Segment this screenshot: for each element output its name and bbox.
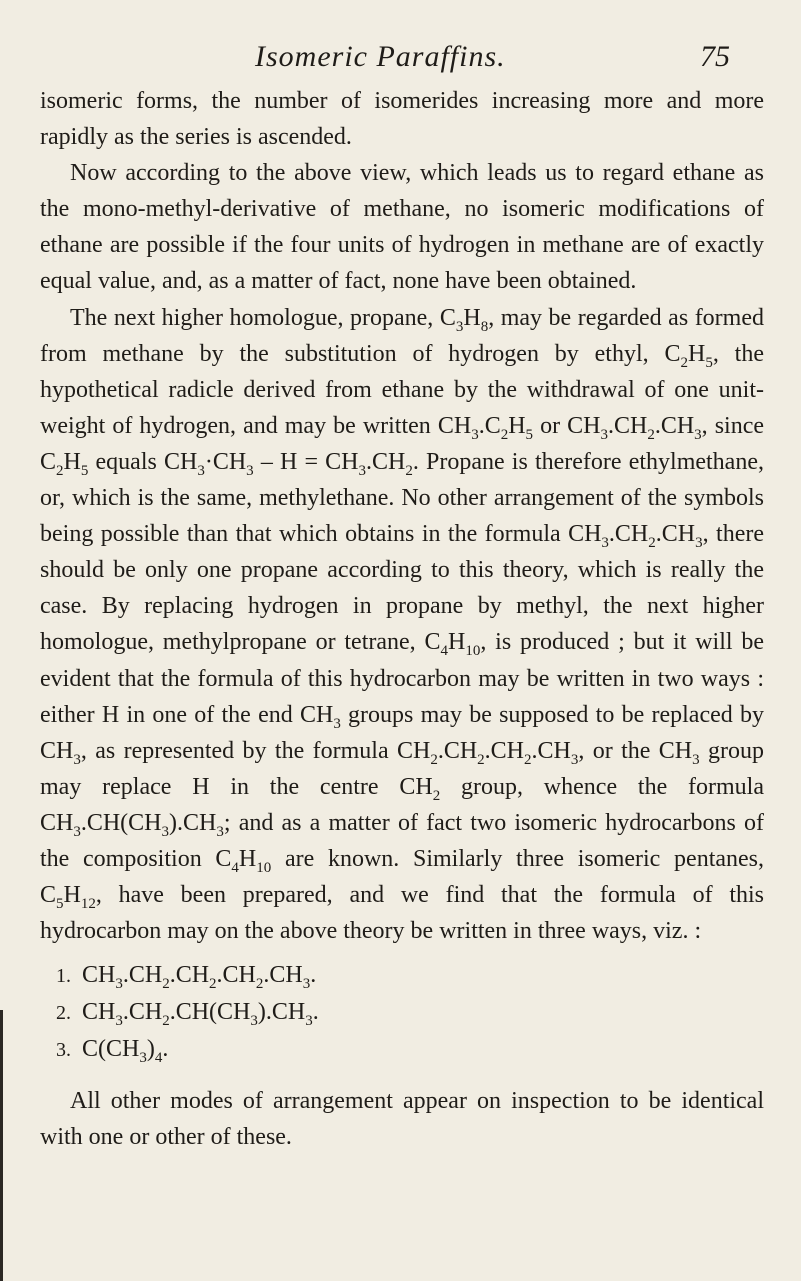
formula-butane-normal: $CH_2.CH_2.CH_2.CH_3$ [396, 737, 579, 768]
list-number: 3. [56, 1039, 71, 1062]
pentane-formula: $C(CH_3)_4$. [82, 1036, 169, 1067]
list-number: 1. [56, 965, 71, 988]
formula-pentane: $C_5H_{12}$ [40, 882, 96, 912]
formula-propane-written-a: $CH_3.C_2H_5$ [437, 412, 534, 443]
formula-ethyl: $C_2H_5$ [664, 340, 713, 371]
list-item [40, 1031, 764, 1068]
list-number: 2. [56, 1002, 71, 1025]
formula-tetrane: $C_4H_{10}$ [424, 629, 481, 660]
paragraph-propane-tetrane: The next higher homologue, propane, $C_3H_8$, may be regarded as formed from methane by the substitution of hydrogen by ethyl, $C_2H_5$, the hypothetical radicle derived from ethane by the withdrawal of one unit-weight of hydrogen, and may be written $CH_3.C_2H_5$ or $CH_3.CH_2.CH_3$, since $C_2H_5$ equals $CH_3\cdot CH_3 - H = CH_3.CH_2$. Propane is therefore ethylmethane, or, which is the same, methylethane. No other arrangement of the symbols being possible than that which obtains in the formula $CH_3.CH_2.CH_3$, there should be only one propane according to this theory, which is really the case. By replacing hydrogen in propane by methyl, the next higher homologue, methylpropane or tetrane, $C_4H_{10}$, is produced ; but it will be evident that the formula of this hydrocarbon may be written in two ways : either H in one of the end $CH_3$ groups may be supposed to be replaced by $CH_3$, as represented by the formula $CH_2.CH_2.CH_2.CH_3$, or the $CH_3$ group may replace H in the centre $CH_2$ group, whence the formula $CH_3.CH(CH_3).CH_3$; and as a matter of fact two isomeric hydrocarbons of the composition $C_4H_{10}$ are known. Similarly three isomeric pentanes, $C_5H_{12}$, have been prepared, and we find that the formula of this hydrocarbon may on the above theory be written in three ways, viz. : [40, 304, 765, 945]
paragraph-ethane: Now according to the above view, which leads us to regard ethane as the mono-methyl-derivative of methane, no isomeric modifications of ethane are possible if the four units of hydrogen in methane are of exactly equal value, and, as a matter of fact, none have been obtained. [40, 160, 764, 295]
formula-propane: $C_3H_8$ [439, 304, 489, 335]
pentane-formula: $CH_3.CH_2.CH_2.CH_2.CH_3$. [82, 962, 317, 993]
formula-butane-iso: $CH_3.CH(CH_3).CH_3$ [40, 809, 224, 840]
formula-propane-structure: $CH_3.CH_2.CH_3$ [568, 521, 703, 551]
page-edge-shadow [0, 1010, 3, 1281]
pentane-formula: $CH_3.CH_2.CH(CH_3).CH_3$. [82, 999, 319, 1030]
body-text [40, 83, 764, 1155]
formula-ethyl-identity: $C_2H_5$ equals $CH_3\cdot CH_3 - H = CH_3.CH_2$ [40, 448, 413, 479]
running-title: Isomeric Paraffins. [255, 40, 506, 73]
formula-ch3-group: $CH_3$ [299, 701, 341, 732]
formula-tetrane-composition: $C_4H_{10}$ [215, 845, 272, 876]
page-number: 75 [700, 40, 730, 73]
paragraph-closing: All other modes of arrangement appear on inspection to be identical with one or other of these. [40, 1087, 764, 1150]
paragraph-continuation: isomeric forms, the number of isomerides increasing more and more rapidly as the series is ascended. [40, 88, 764, 151]
list-item [40, 957, 764, 994]
running-head [0, 40, 801, 80]
formula-propane-written-b: $CH_3.CH_2.CH_3$ [567, 412, 702, 443]
list-item [40, 994, 764, 1031]
pentane-formula-list [40, 957, 764, 1068]
formula-ch3-replacement: $CH_3$ [40, 737, 81, 768]
formula-ch3-group-alt: $CH_3$ [658, 737, 700, 768]
formula-ch2-group: $CH_2$ [399, 773, 441, 804]
